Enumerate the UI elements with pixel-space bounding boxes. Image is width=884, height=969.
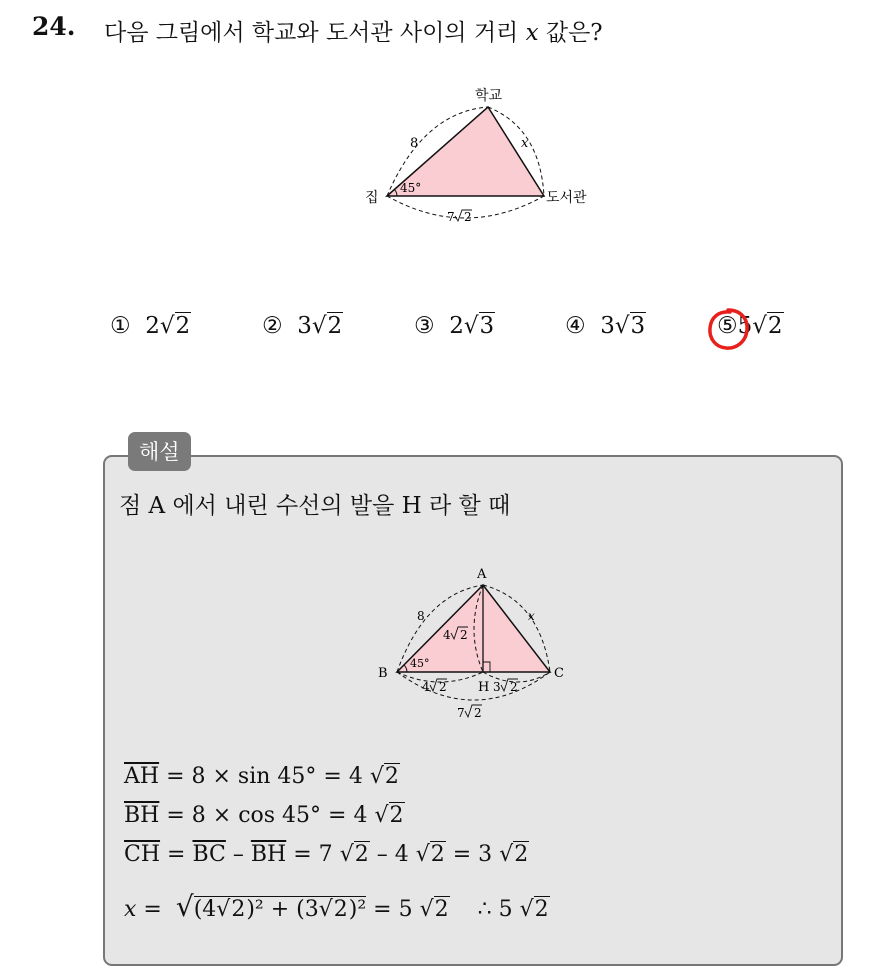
choice-2[interactable]: ② 3√2 [262,313,343,339]
side-8: 8 [410,136,419,151]
equation-x: x = √(4√2)² + (3√2)² = 5 √2 ∴ 5 √2 [124,890,549,923]
question-number: 24. [32,12,76,41]
bh-coef: 4 [422,680,430,694]
choice-1[interactable]: ① 2√2 [110,313,191,339]
base-coef: 7 [457,706,465,720]
label-home: 집 [365,190,379,206]
solution-intro: 점 A 에서 내린 수선의 발을 H 라 할 때 [119,493,511,519]
side-8: 8 [417,609,425,623]
base-rad: 2 [464,210,472,224]
question-text: 다음 그림에서 학교와 도서관 사이의 거리 x 값은? [104,20,603,46]
vertex-a: A [477,567,487,582]
bh-rad: 2 [439,680,447,694]
height-coef: 4 [443,628,451,642]
answer-circle-mark [704,305,752,353]
hc-rad: 2 [510,680,518,694]
angle-label: 45° [400,181,422,195]
side-x: x [521,136,529,151]
height-rad: 2 [460,628,468,642]
solution-figure [370,560,580,725]
vertex-c: C [554,666,564,681]
label-school: 학교 [475,88,503,104]
side-x: x [528,609,535,623]
hc-coef: 3 [493,680,501,694]
equation-bh: $\overline{BH} = 8 \times \cos 45^\circ = 4$ √2 [124,803,404,828]
choice-5[interactable]: ⑤5√2 [717,313,783,339]
choice-4[interactable]: ④ 3√3 [565,313,646,339]
question-figure [355,80,605,230]
base-rad: 2 [474,706,482,720]
vertex-h: H [478,680,490,695]
label-library: 도서관 [546,190,587,206]
equation-ch: $\overline{CH} = \overline{BC} - \overline{BH} = 7$ √2 – 4 √2 = 3 √2 [124,842,529,867]
angle-label: 45° [410,657,430,670]
equation-ah: $\overline{AH} = 8 \times \sin 45^\circ = 4$ √2 [124,764,399,789]
vertex-b: B [378,666,388,681]
choice-3[interactable]: ③ 2√3 [414,313,495,339]
red-circle-stroke [710,310,747,348]
solution-tag: 해설 [128,432,191,471]
base-coef: 7 [447,210,455,224]
